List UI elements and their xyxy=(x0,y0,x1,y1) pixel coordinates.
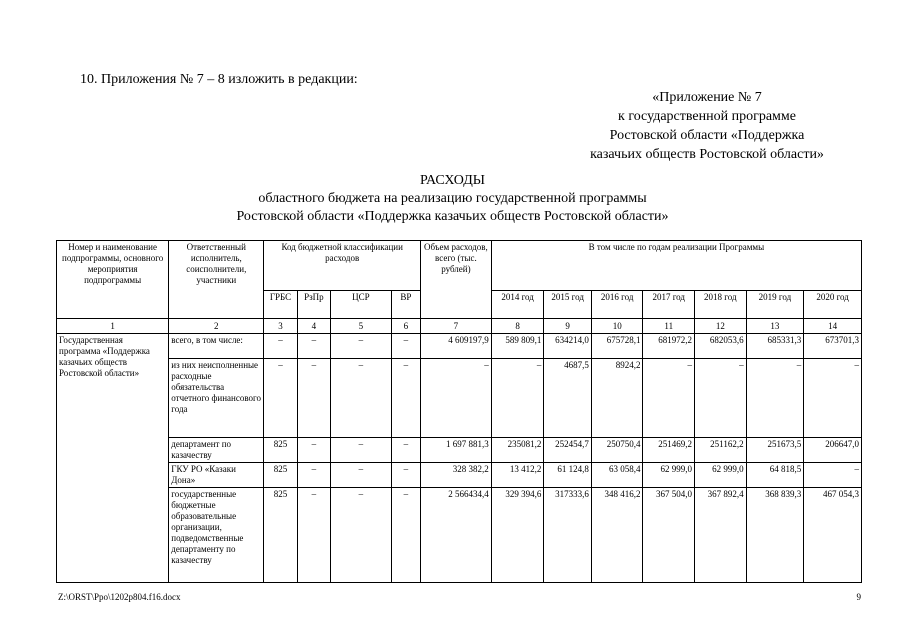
year-value-cell: 61 124,8 xyxy=(544,463,592,488)
vr-cell: – xyxy=(391,334,420,359)
header-total: Объем расходов, всего (тыс. рублей) xyxy=(421,241,492,319)
header-name: Номер и наименование подпрограммы, основного мероприятия подпрограммы xyxy=(57,241,169,319)
vr-cell: – xyxy=(391,463,420,488)
rzpr-cell: – xyxy=(297,463,330,488)
year-value-cell: 62 999,0 xyxy=(695,463,747,488)
file-path: Z:\ORST\Ppo\1202p804.f16.docx xyxy=(58,592,181,602)
grbs-cell: 825 xyxy=(264,438,297,463)
column-number-cell: 11 xyxy=(643,319,695,334)
grbs-cell: 825 xyxy=(264,488,297,583)
year-value-cell: – xyxy=(804,463,862,488)
year-value-cell: 206647,0 xyxy=(804,438,862,463)
year-value-cell: – xyxy=(695,359,747,438)
header-year-2018: 2018 год xyxy=(695,291,747,319)
header-year-2015: 2015 год xyxy=(544,291,592,319)
header-year-2016: 2016 год xyxy=(591,291,643,319)
appendix-line-4: казачьих обществ Ростовской области» xyxy=(590,147,824,162)
total-cell: 1 697 881,3 xyxy=(421,438,492,463)
total-cell: – xyxy=(421,359,492,438)
csr-cell: – xyxy=(331,334,392,359)
year-value-cell: 348 416,2 xyxy=(591,488,643,583)
header-code-grbs: ГРБС xyxy=(264,291,297,319)
csr-cell: – xyxy=(331,463,392,488)
year-value-cell: 62 999,0 xyxy=(643,463,695,488)
title-line-3: Ростовской области «Поддержка казачьих обществ Ростовской области» xyxy=(236,209,669,224)
column-number-cell: 14 xyxy=(804,319,862,334)
table-row xyxy=(57,334,862,359)
appendix-line-1: «Приложение № 7 xyxy=(652,90,762,105)
column-number-cell: 5 xyxy=(331,319,392,334)
year-value-cell: 634214,0 xyxy=(544,334,592,359)
page-number: 9 xyxy=(856,592,861,602)
executor-cell: из них неисполненные расходные обязательства отчетного финансового года xyxy=(169,359,264,438)
year-value-cell: 251469,2 xyxy=(643,438,695,463)
year-value-cell: 251162,2 xyxy=(695,438,747,463)
total-cell: 2 566434,4 xyxy=(421,488,492,583)
year-value-cell: 63 058,4 xyxy=(591,463,643,488)
year-value-cell: 673701,3 xyxy=(804,334,862,359)
total-cell: 328 382,2 xyxy=(421,463,492,488)
column-number-cell: 13 xyxy=(746,319,804,334)
csr-cell: – xyxy=(331,359,392,438)
year-value-cell: 681972,2 xyxy=(643,334,695,359)
executor-cell: государственные бюджетные образовательные организации, подведомственные департаменту по казачеству xyxy=(169,488,264,583)
year-value-cell: 685331,3 xyxy=(746,334,804,359)
year-value-cell: 367 504,0 xyxy=(643,488,695,583)
year-value-cell: – xyxy=(804,359,862,438)
year-value-cell: 64 818,5 xyxy=(746,463,804,488)
year-value-cell: 368 839,3 xyxy=(746,488,804,583)
column-number-cell: 9 xyxy=(544,319,592,334)
year-value-cell: 317333,6 xyxy=(544,488,592,583)
intro-text: 10. Приложения № 7 – 8 изложить в редакции: xyxy=(80,72,358,87)
column-number-cell: 7 xyxy=(421,319,492,334)
header-year-2014: 2014 год xyxy=(491,291,544,319)
grbs-cell: – xyxy=(264,359,297,438)
column-number-cell: 2 xyxy=(169,319,264,334)
column-number-cell: 4 xyxy=(297,319,330,334)
grbs-cell: – xyxy=(264,334,297,359)
column-number-cell: 6 xyxy=(391,319,420,334)
year-value-cell: – xyxy=(643,359,695,438)
column-number-cell: 8 xyxy=(491,319,544,334)
title-line-2: областного бюджета на реализацию государственной программы xyxy=(258,191,647,206)
rzpr-cell: – xyxy=(297,488,330,583)
grbs-cell: 825 xyxy=(264,463,297,488)
year-value-cell: 252454,7 xyxy=(544,438,592,463)
year-value-cell: 682053,6 xyxy=(695,334,747,359)
column-number-cell: 3 xyxy=(264,319,297,334)
year-value-cell: 13 412,2 xyxy=(491,463,544,488)
header-years-group: В том числе по годам реализации Программы xyxy=(491,241,861,291)
year-value-cell: 467 054,3 xyxy=(804,488,862,583)
column-number-cell: 12 xyxy=(695,319,747,334)
appendix-line-2: к государственной программе xyxy=(618,109,796,124)
year-value-cell: 589 809,1 xyxy=(491,334,544,359)
expenditure-table xyxy=(56,240,862,583)
executor-cell: ГКУ РО «Казаки Дона» xyxy=(169,463,264,488)
year-value-cell: 675728,1 xyxy=(591,334,643,359)
table-row xyxy=(57,438,862,463)
csr-cell: – xyxy=(331,488,392,583)
vr-cell: – xyxy=(391,488,420,583)
header-year-2020: 2020 год xyxy=(804,291,862,319)
rzpr-cell: – xyxy=(297,438,330,463)
csr-cell: – xyxy=(331,438,392,463)
year-value-cell: 251673,5 xyxy=(746,438,804,463)
table-row xyxy=(57,359,862,438)
year-value-cell: 235081,2 xyxy=(491,438,544,463)
year-value-cell: 4687,5 xyxy=(544,359,592,438)
header-code-rzpr: РзПр xyxy=(297,291,330,319)
year-value-cell: 8924,2 xyxy=(591,359,643,438)
title-line-1: РАСХОДЫ xyxy=(420,173,485,188)
rzpr-cell: – xyxy=(297,359,330,438)
header-year-2019: 2019 год xyxy=(746,291,804,319)
document-title xyxy=(0,172,905,226)
table-row xyxy=(57,488,862,583)
column-number-cell: 10 xyxy=(591,319,643,334)
header-code-csr: ЦСР xyxy=(331,291,392,319)
header-row-1 xyxy=(57,241,862,291)
rzpr-cell: – xyxy=(297,334,330,359)
year-value-cell: – xyxy=(491,359,544,438)
vr-cell: – xyxy=(391,438,420,463)
year-value-cell: 367 892,4 xyxy=(695,488,747,583)
header-year-2017: 2017 год xyxy=(643,291,695,319)
year-value-cell: 329 394,6 xyxy=(491,488,544,583)
executor-cell: всего, в том числе: xyxy=(169,334,264,359)
appendix-line-3: Ростовской области «Поддержка xyxy=(609,128,805,143)
vr-cell: – xyxy=(391,359,420,438)
appendix-header xyxy=(557,88,857,164)
header-code-vr: ВР xyxy=(391,291,420,319)
header-executor: Ответственный исполнитель, соисполнители, участники xyxy=(169,241,264,319)
year-value-cell: – xyxy=(746,359,804,438)
column-number-row xyxy=(57,319,862,334)
header-code-group: Код бюджетной классификации расходов xyxy=(264,241,421,291)
column-number-cell: 1 xyxy=(57,319,169,334)
executor-cell: департамент по казачеству xyxy=(169,438,264,463)
total-cell: 4 609197,9 xyxy=(421,334,492,359)
year-value-cell: 250750,4 xyxy=(591,438,643,463)
program-name-cell: Государственная программа «Поддержка казачьих обществ Ростовской области» xyxy=(57,334,169,583)
table-row xyxy=(57,463,862,488)
